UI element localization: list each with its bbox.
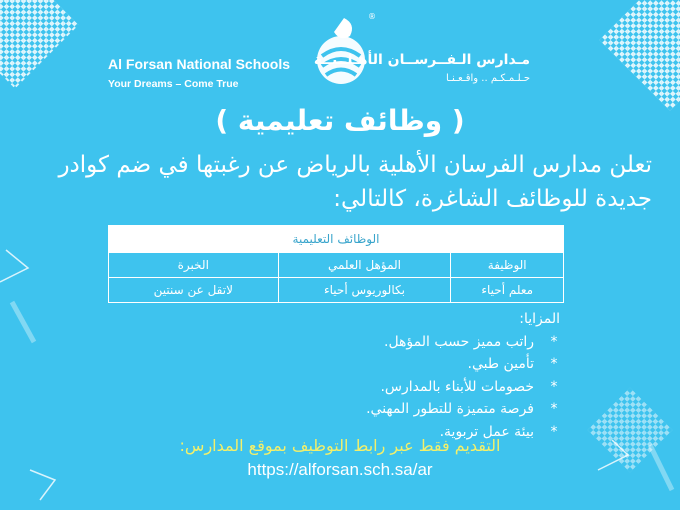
- header-arabic: [314, 52, 530, 84]
- list-item: [366, 331, 560, 354]
- school-name-en: Al Forsan National Schools: [108, 56, 291, 72]
- table-row: [109, 278, 564, 303]
- tagline-ar: حـلـمـكـم .. واقـعـنـا: [446, 73, 530, 84]
- table-cell: لاتقل عن سنتين: [109, 278, 279, 303]
- benefit-text: بيئة عمل تربوية.: [439, 423, 534, 440]
- bullet-star: *: [550, 378, 558, 395]
- benefits-list: [366, 331, 560, 444]
- bullet-star: *: [550, 423, 558, 440]
- list-item: [366, 398, 560, 421]
- registered-mark: ®: [368, 12, 376, 21]
- jobs-table: [108, 225, 564, 303]
- bullet-star: *: [550, 356, 558, 372]
- intro-text: تعلن مدارس الفرسان الأهلية بالرياض عن رغبتها في ضم كوادر جديدة للوظائف الشاغرة، كالتالي:: [58, 152, 652, 212]
- tagline-en: Your Dreams – Come True: [108, 78, 239, 90]
- list-item: [366, 353, 560, 376]
- school-name-ar: مـدارس الـفــرســان الأهـلــيــة: [313, 52, 530, 68]
- bullet-star: *: [550, 333, 558, 350]
- table-cell: معلم أحياء: [451, 278, 564, 303]
- list-item: [366, 376, 560, 399]
- benefit-text: خصومات للأبناء بالمدارس.: [380, 378, 534, 395]
- bullet-star: *: [550, 401, 558, 417]
- apply-instructions: التقديم فقط عبر رابط التوظيف بموقع المدارس:: [179, 436, 501, 455]
- header-english: [108, 56, 290, 90]
- page-title: ( وظائف تعليمية ): [215, 104, 465, 137]
- benefits-heading: المزايا:: [519, 311, 560, 327]
- column-header: الخبرة: [109, 253, 279, 278]
- column-header: المؤهل العلمي: [278, 253, 451, 278]
- application-link[interactable]: https://alforsan.sch.sa/ar: [247, 460, 433, 479]
- benefit-text: راتب مميز حسب المؤهل.: [384, 333, 534, 350]
- table-header-row: [109, 253, 564, 278]
- benefit-text: تأمين طبي.: [467, 356, 534, 372]
- jobs-table-caption: الوظائف التعليمية: [109, 226, 564, 253]
- benefit-text: فرصة متميزة للتطور المهني.: [366, 401, 534, 417]
- column-header: الوظيفة: [451, 253, 564, 278]
- table-cell: بكالوريوس أحياء: [278, 278, 451, 303]
- benefits-section: [366, 308, 560, 443]
